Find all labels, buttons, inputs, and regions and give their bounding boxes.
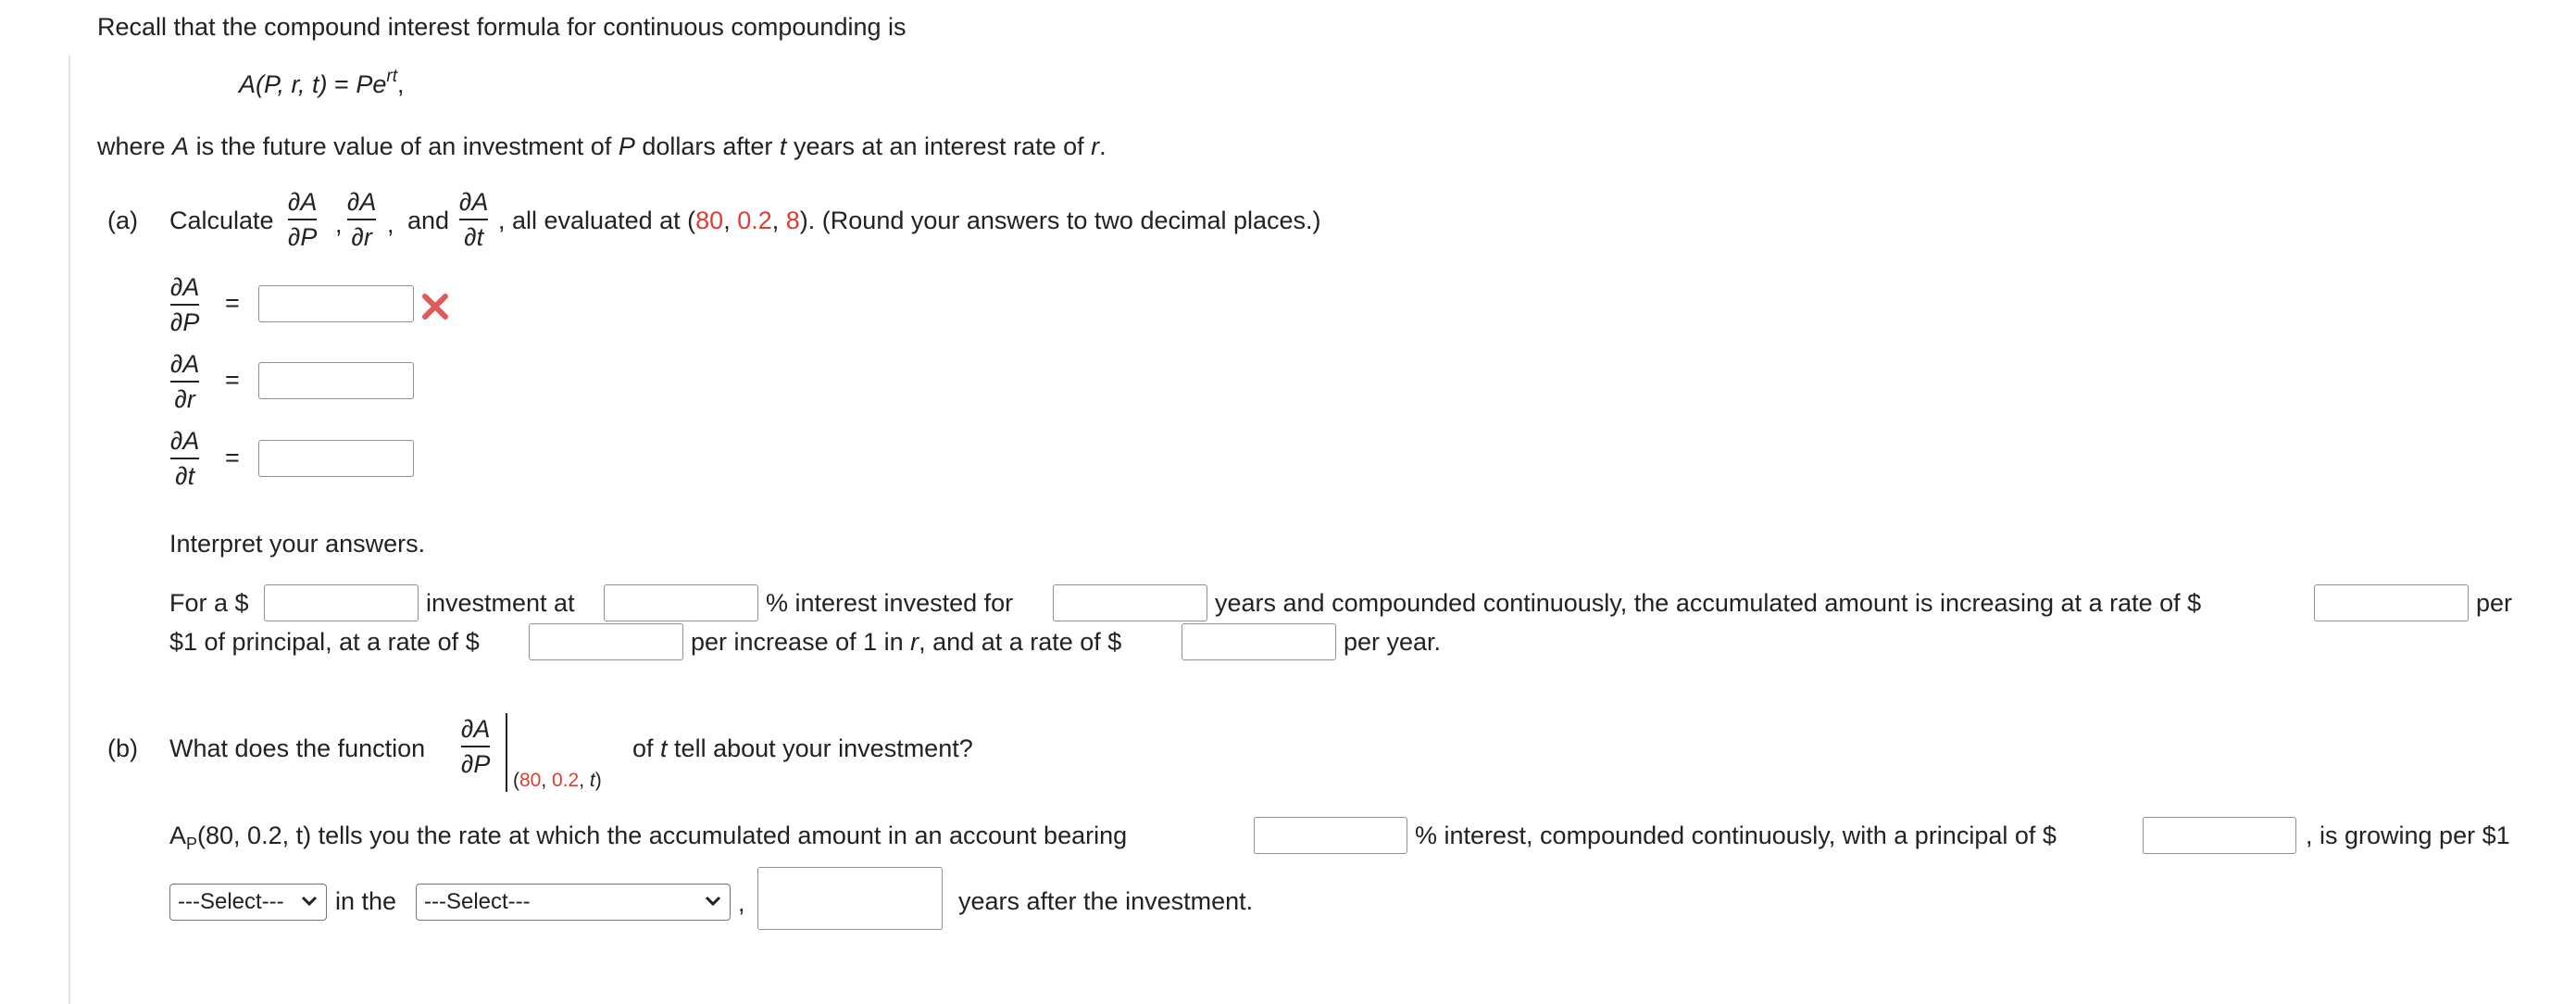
ap-A: A (169, 822, 187, 849)
eval-text: , all evaluated at ( (498, 207, 696, 234)
principal-b-input[interactable] (2143, 817, 2296, 854)
per-text: per (2476, 589, 2513, 617)
rate-text: , and at a rate of $ (919, 628, 1122, 656)
increase-r-text (691, 626, 1121, 658)
var-P: P (618, 132, 635, 160)
frac-denominator: ∂P (170, 308, 200, 336)
select-1-value: ---Select--- (178, 889, 284, 914)
where-part: . (1099, 132, 1107, 160)
frac-numerator: ∂A (170, 427, 200, 455)
where-text (97, 131, 1107, 162)
question-tail (632, 733, 973, 764)
frac-numerator: ∂A (170, 350, 200, 378)
paren: ( (513, 770, 519, 791)
interpret-heading: Interpret your answers. (169, 530, 426, 558)
equals: = (225, 444, 240, 471)
p-value: 80 (695, 207, 724, 234)
intro-text (97, 11, 907, 43)
rate-r-input[interactable] (529, 623, 683, 660)
frac-numerator: ∂A (288, 188, 318, 216)
equals: = (225, 289, 240, 317)
frac-denominator: ∂P (461, 750, 491, 778)
frac-dA-dt-answer (170, 427, 199, 490)
paren: ) (594, 770, 602, 791)
frac-bar (461, 746, 490, 747)
r-value: 0.2 (737, 207, 772, 234)
interest-rate-input[interactable] (1254, 817, 1407, 854)
frac-dA-dr (347, 188, 376, 251)
frac-bar (288, 219, 317, 220)
var-A: A (172, 132, 190, 160)
frac-bar (347, 219, 376, 220)
ap-rest: (80, 0.2, t) tells you the rate at which the accumulated amount in an account bearing (197, 822, 1128, 849)
where-part: years at an interest rate of (786, 132, 1092, 160)
question-part: tell about your investment? (667, 734, 973, 762)
years-after-input[interactable] (757, 867, 943, 930)
incorrect-icon (421, 293, 449, 320)
t-value: 8 (785, 207, 800, 234)
increasing-rate-text: years and compounded continuously, the accumulated amount is increasing at a rate of $ (1215, 589, 2202, 617)
frac-dA-dP-b (461, 715, 490, 778)
equals: = (225, 366, 240, 394)
frac-numerator: ∂A (459, 188, 489, 216)
dAdr-input[interactable] (258, 362, 414, 399)
var-t: t (589, 770, 595, 791)
chevron-down-icon (704, 895, 722, 908)
frac-denominator: ∂r (174, 385, 195, 413)
in-the-text: in the (335, 887, 397, 915)
ap-text (169, 820, 1127, 860)
frac-numerator: ∂A (461, 715, 491, 743)
frac-denominator: ∂t (175, 462, 195, 490)
select-2-value: ---Select--- (424, 889, 531, 914)
formula-end: , (396, 70, 405, 98)
part-a-label: (a) (107, 207, 138, 234)
where-part: where (97, 132, 173, 160)
and-text: and (407, 207, 450, 234)
comma: , (387, 210, 394, 238)
increase-text: per increase of 1 in (691, 628, 911, 656)
for-a-text: For a $ (169, 589, 249, 617)
per-year-text: per year. (1344, 628, 1442, 656)
var-t: t (779, 132, 787, 160)
frac-numerator: ∂A (347, 188, 377, 216)
frac-dA-dt (459, 188, 488, 251)
years-after-text: years after the investment. (958, 887, 1254, 915)
formula-exponent: rt (386, 67, 397, 86)
r-value: 0.2 (552, 770, 580, 791)
dAdt-input[interactable] (258, 440, 414, 477)
chevron-down-icon (300, 895, 319, 908)
var-t: t (660, 734, 668, 762)
select-2-dropdown[interactable] (416, 884, 731, 921)
compounded-text: % interest, compounded continuously, with a principal of $ (1415, 822, 2057, 849)
calculate-text: Calculate (169, 207, 274, 234)
investment-at-text: investment at (426, 589, 575, 617)
round-text: ). (Round your answers to two decimal places.) (799, 207, 1321, 234)
frac-dA-dr-answer (170, 350, 199, 413)
part-b-label: (b) (107, 734, 138, 762)
question-text: What does the function (169, 734, 426, 762)
evaluated-text (498, 205, 1321, 236)
select-1-dropdown[interactable] (169, 884, 327, 921)
var-r: r (910, 628, 919, 656)
formula-left: A(P, r, t) (239, 70, 328, 98)
frac-bar (170, 458, 199, 459)
rate-input[interactable] (604, 584, 758, 621)
dAdP-input[interactable] (258, 285, 414, 322)
years-input[interactable] (1053, 584, 1207, 621)
dollar-principal-text: $1 of principal, at a rate of $ (169, 628, 480, 656)
formula-base: Pe (356, 70, 387, 98)
intro-line: Recall that the compound interest formula for continuous compounding is (97, 13, 907, 41)
p-value: 80 (519, 770, 542, 791)
frac-denominator: ∂t (464, 223, 484, 251)
sep: , (723, 207, 738, 234)
frac-denominator: ∂P (288, 223, 318, 251)
frac-dA-dP-answer (170, 273, 199, 336)
question-part: of (632, 734, 661, 762)
sep: , (771, 207, 786, 234)
frac-dA-dP (288, 188, 317, 251)
frac-numerator: ∂A (170, 273, 200, 301)
where-part: is the future value of an investment of (189, 132, 619, 160)
growing-text: , is growing per $1 (2306, 822, 2510, 849)
interest-invested-text: % interest invested for (766, 589, 1014, 617)
ap-subscript: P (186, 835, 198, 853)
sep: , (541, 770, 553, 791)
evaluation-point (513, 769, 602, 793)
frac-bar (170, 304, 199, 306)
comma: , (335, 210, 343, 238)
frac-denominator: ∂r (351, 223, 372, 251)
comma: , (738, 889, 745, 917)
sep: , (579, 770, 590, 791)
formula-eq: = (334, 70, 349, 98)
principal-input[interactable] (264, 584, 419, 621)
frac-bar (459, 219, 488, 220)
rate-per-dollar-input[interactable] (2314, 584, 2469, 621)
rate-t-input[interactable] (1182, 623, 1336, 660)
where-part: dollars after (634, 132, 780, 160)
frac-bar (170, 381, 199, 383)
formula (239, 61, 405, 100)
evaluation-bar (506, 713, 507, 792)
left-border (69, 56, 70, 1004)
var-r: r (1091, 132, 1100, 160)
